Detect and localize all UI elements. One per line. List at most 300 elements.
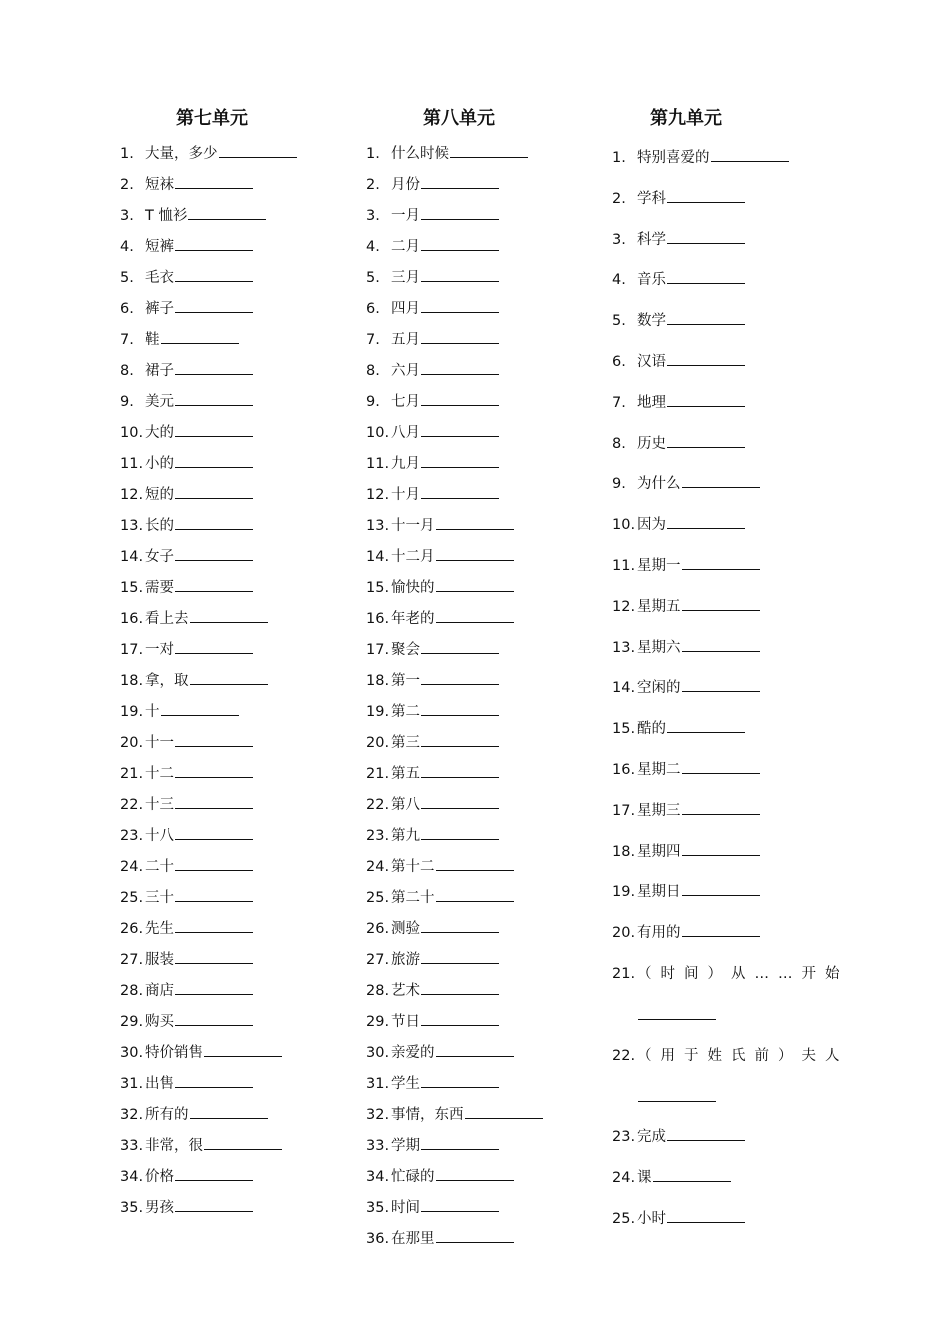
vocab-item <box>120 794 297 825</box>
answer-blank[interactable] <box>421 360 499 375</box>
answer-blank[interactable] <box>175 174 253 189</box>
item-term: 第十二 <box>391 859 435 875</box>
answer-blank[interactable] <box>175 236 253 251</box>
item-number: 31. <box>120 1076 144 1092</box>
item-term: T 恤衫 <box>145 208 188 224</box>
item-number: 21. <box>612 965 636 982</box>
answer-blank[interactable] <box>175 422 253 437</box>
vocab-item <box>120 298 297 329</box>
answer-blank[interactable] <box>175 825 253 840</box>
item-term: 看上去 <box>145 611 189 627</box>
answer-blank[interactable] <box>682 800 760 815</box>
item-number: 34. <box>120 1169 144 1185</box>
unit-9-title: 第九单元 <box>650 108 722 129</box>
item-term: 购买 <box>145 1014 174 1030</box>
answer-blank[interactable] <box>175 453 253 468</box>
item-term: 在那里 <box>391 1231 435 1247</box>
item-number: 2. <box>120 177 134 193</box>
vocab-item <box>612 147 849 188</box>
vocab-item <box>366 732 543 763</box>
item-term: 二十 <box>145 859 174 875</box>
vocab-item <box>366 1166 543 1197</box>
vocab-item <box>120 701 297 732</box>
answer-blank[interactable] <box>667 269 745 284</box>
vocab-item <box>366 236 543 267</box>
item-number: 6. <box>366 301 380 317</box>
vocab-item <box>120 484 297 515</box>
answer-blank[interactable] <box>711 147 789 162</box>
vocab-item <box>120 980 297 1011</box>
item-term: 大的 <box>145 425 174 441</box>
vocab-item <box>120 918 297 949</box>
item-number: 19. <box>612 884 636 901</box>
answer-blank[interactable] <box>421 763 499 778</box>
vocab-item <box>366 980 543 1011</box>
item-number: 8. <box>366 363 380 379</box>
item-term: 一对 <box>145 642 174 658</box>
answer-blank[interactable] <box>175 639 253 654</box>
item-term: 历史 <box>637 435 666 452</box>
vocab-item <box>366 763 543 794</box>
item-number: 16. <box>120 611 144 627</box>
item-term: 十一月 <box>391 518 435 534</box>
item-number: 12. <box>120 487 144 503</box>
item-number: 6. <box>612 353 626 370</box>
answer-blank[interactable] <box>421 484 499 499</box>
item-number: 15. <box>120 580 144 596</box>
answer-blank[interactable] <box>450 143 528 158</box>
answer-blank[interactable] <box>175 360 253 375</box>
item-number: 27. <box>366 952 390 968</box>
answer-blank[interactable] <box>421 980 499 995</box>
answer-blank[interactable] <box>421 298 499 313</box>
answer-blank[interactable] <box>436 856 514 871</box>
vocab-item <box>120 391 297 422</box>
item-term: 地理 <box>637 394 666 411</box>
vocab-item <box>612 514 849 555</box>
vocab-item <box>612 188 849 229</box>
item-term: 第三 <box>391 735 420 751</box>
item-term: 先生 <box>145 921 174 937</box>
item-term: 十月 <box>391 487 420 503</box>
vocab-item <box>366 391 543 422</box>
vocab-item <box>366 360 543 391</box>
vocab-item <box>120 267 297 298</box>
answer-blank[interactable] <box>682 637 760 652</box>
item-number: 26. <box>120 921 144 937</box>
answer-blank[interactable] <box>653 1167 731 1182</box>
item-term: 学科 <box>637 190 666 207</box>
item-number: 7. <box>366 332 380 348</box>
vocab-item <box>120 763 297 794</box>
answer-blank[interactable] <box>175 794 253 809</box>
vocab-item <box>366 484 543 515</box>
answer-blank[interactable] <box>682 677 760 692</box>
item-number: 17. <box>612 802 636 819</box>
vocab-item <box>366 918 543 949</box>
item-term: 第一 <box>391 673 420 689</box>
item-term: 十二月 <box>391 549 435 565</box>
item-term: 裙子 <box>145 363 174 379</box>
item-number: 12. <box>612 598 636 615</box>
unit-9-list <box>612 147 849 1249</box>
item-term: 女子 <box>145 549 174 565</box>
answer-blank[interactable] <box>175 577 253 592</box>
answer-blank[interactable] <box>436 1042 514 1057</box>
answer-blank[interactable] <box>421 1197 499 1212</box>
item-term: 拿，取 <box>145 673 189 689</box>
vocab-item <box>612 269 849 310</box>
vocab-item <box>366 577 543 608</box>
item-number: 21. <box>366 766 390 782</box>
item-number: 15. <box>612 721 636 738</box>
item-number: 1. <box>120 146 134 162</box>
vocab-item <box>612 392 849 433</box>
item-term: 星期日 <box>637 884 681 901</box>
item-number: 25. <box>612 1210 636 1227</box>
answer-blank[interactable] <box>465 1104 543 1119</box>
item-number: 11. <box>366 456 390 472</box>
item-number: 4. <box>366 239 380 255</box>
answer-blank[interactable] <box>421 918 499 933</box>
vocab-item <box>120 360 297 391</box>
item-number: 32. <box>120 1107 144 1123</box>
item-number: 33. <box>120 1138 144 1154</box>
item-term: 小的 <box>145 456 174 472</box>
vocab-item <box>120 546 297 577</box>
unit-8-list <box>366 143 543 1259</box>
vocab-item <box>366 267 543 298</box>
item-number: 18. <box>120 673 144 689</box>
item-term: 四月 <box>391 301 420 317</box>
answer-blank[interactable] <box>436 608 514 623</box>
vocab-item <box>612 1045 849 1127</box>
item-number: 9. <box>612 476 626 493</box>
item-number: 22. <box>612 1047 636 1064</box>
vocab-item <box>366 825 543 856</box>
answer-blank[interactable] <box>421 422 499 437</box>
item-number: 2. <box>612 190 626 207</box>
answer-blank[interactable] <box>175 546 253 561</box>
vocab-item <box>120 1042 297 1073</box>
answer-blank[interactable] <box>161 701 239 716</box>
answer-blank[interactable] <box>175 980 253 995</box>
answer-blank[interactable] <box>682 596 760 611</box>
item-number: 5. <box>612 313 626 330</box>
item-term: 十 <box>145 704 160 720</box>
answer-blank[interactable] <box>667 310 745 325</box>
item-number: 33. <box>366 1138 390 1154</box>
answer-blank[interactable] <box>667 188 745 203</box>
item-term: 十八 <box>145 828 174 844</box>
vocab-item <box>366 856 543 887</box>
vocab-item <box>120 1104 297 1135</box>
answer-blank[interactable] <box>421 236 499 251</box>
answer-blank[interactable] <box>638 1005 716 1020</box>
answer-blank[interactable] <box>175 1073 253 1088</box>
item-term: 毛衣 <box>145 270 174 286</box>
answer-blank[interactable] <box>190 670 268 685</box>
item-term: 特价销售 <box>145 1045 203 1061</box>
answer-blank[interactable] <box>175 267 253 282</box>
answer-blank[interactable] <box>421 639 499 654</box>
vocab-item <box>366 143 543 174</box>
vocab-item <box>366 515 543 546</box>
answer-blank[interactable] <box>421 825 499 840</box>
answer-blank[interactable] <box>436 887 514 902</box>
item-number: 7. <box>120 332 134 348</box>
item-term: 星期六 <box>637 639 681 656</box>
vocab-item <box>612 310 849 351</box>
vocab-item <box>612 229 849 270</box>
unit-7-list <box>120 143 297 1228</box>
item-term: 学生 <box>391 1076 420 1092</box>
item-term: 旅游 <box>391 952 420 968</box>
answer-blank[interactable] <box>667 1208 745 1223</box>
answer-blank[interactable] <box>421 949 499 964</box>
vocab-item <box>366 546 543 577</box>
item-number: 24. <box>366 859 390 875</box>
item-term: 十三 <box>145 797 174 813</box>
vocab-item <box>366 205 543 236</box>
answer-blank[interactable] <box>682 473 760 488</box>
item-number: 29. <box>120 1014 144 1030</box>
item-term: 商店 <box>145 983 174 999</box>
vocab-item <box>120 732 297 763</box>
vocab-item <box>612 963 849 1045</box>
vocab-item <box>366 1104 543 1135</box>
answer-blank[interactable] <box>421 732 499 747</box>
vocab-item <box>366 1135 543 1166</box>
answer-blank[interactable] <box>682 881 760 896</box>
answer-blank[interactable] <box>421 391 499 406</box>
vocab-item <box>366 639 543 670</box>
vocab-item <box>612 881 849 922</box>
item-term: 十二 <box>145 766 174 782</box>
vocab-item <box>120 422 297 453</box>
item-number: 35. <box>120 1200 144 1216</box>
vocab-item <box>120 329 297 360</box>
item-term: 第二 <box>391 704 420 720</box>
item-number: 4. <box>612 272 626 289</box>
answer-blank[interactable] <box>436 515 514 530</box>
item-number: 22. <box>366 797 390 813</box>
vocab-item <box>366 1042 543 1073</box>
item-term: 十一 <box>145 735 174 751</box>
item-term: 空闲的 <box>637 680 681 697</box>
vocab-item <box>612 1167 849 1208</box>
item-number: 16. <box>366 611 390 627</box>
item-number: 19. <box>120 704 144 720</box>
item-number: 14. <box>612 680 636 697</box>
item-term: （时间）从……开始 <box>637 965 849 982</box>
item-term: 第五 <box>391 766 420 782</box>
item-term: 七月 <box>391 394 420 410</box>
vocab-item <box>366 1011 543 1042</box>
vocab-item <box>366 422 543 453</box>
answer-blank[interactable] <box>421 267 499 282</box>
answer-blank[interactable] <box>667 1126 745 1141</box>
item-term: 星期三 <box>637 802 681 819</box>
item-term: 三十 <box>145 890 174 906</box>
answer-blank[interactable] <box>161 329 239 344</box>
item-number: 3. <box>366 208 380 224</box>
vocab-item <box>612 555 849 596</box>
answer-blank[interactable] <box>175 763 253 778</box>
vocab-item <box>612 841 849 882</box>
item-term: 测验 <box>391 921 420 937</box>
item-term: 一月 <box>391 208 420 224</box>
item-term: 亲爱的 <box>391 1045 435 1061</box>
item-term: 因为 <box>637 517 666 534</box>
item-number: 8. <box>120 363 134 379</box>
answer-blank[interactable] <box>175 856 253 871</box>
vocab-item <box>612 1208 849 1249</box>
vocab-item <box>366 1228 543 1259</box>
answer-blank[interactable] <box>421 701 499 716</box>
answer-blank[interactable] <box>436 577 514 592</box>
item-number: 1. <box>612 150 626 166</box>
item-number: 1. <box>366 146 380 162</box>
item-term: 年老的 <box>391 611 435 627</box>
item-term: 星期五 <box>637 598 681 615</box>
answer-blank[interactable] <box>421 670 499 685</box>
answer-blank[interactable] <box>219 143 297 158</box>
answer-blank[interactable] <box>175 732 253 747</box>
item-term: 所有的 <box>145 1107 189 1123</box>
item-number: 17. <box>366 642 390 658</box>
vocab-item <box>120 1011 297 1042</box>
answer-blank[interactable] <box>436 1228 514 1243</box>
answer-blank[interactable] <box>175 1011 253 1026</box>
item-term: 音乐 <box>637 272 666 289</box>
item-number: 16. <box>612 761 636 778</box>
item-term: 星期一 <box>637 557 681 574</box>
item-number: 26. <box>366 921 390 937</box>
item-number: 13. <box>612 639 636 656</box>
vocab-item <box>612 351 849 392</box>
vocab-item <box>120 1166 297 1197</box>
item-number: 3. <box>612 231 626 248</box>
item-term: 价格 <box>145 1169 174 1185</box>
vocab-item <box>366 794 543 825</box>
vocab-item <box>366 298 543 329</box>
answer-blank[interactable] <box>175 1166 253 1181</box>
answer-blank[interactable] <box>188 205 266 220</box>
item-number: 5. <box>120 270 134 286</box>
answer-blank[interactable] <box>421 453 499 468</box>
item-term: 美元 <box>145 394 174 410</box>
answer-blank[interactable] <box>175 484 253 499</box>
vocab-item <box>366 608 543 639</box>
vocab-item <box>120 1073 297 1104</box>
answer-blank[interactable] <box>421 205 499 220</box>
answer-blank[interactable] <box>436 1166 514 1181</box>
answer-blank[interactable] <box>175 918 253 933</box>
vocab-item <box>120 1197 297 1228</box>
item-term: 出售 <box>145 1076 174 1092</box>
answer-blank[interactable] <box>667 718 745 733</box>
vocab-item <box>120 143 297 174</box>
answer-blank[interactable] <box>682 759 760 774</box>
item-term: 聚会 <box>391 642 420 658</box>
answer-blank[interactable] <box>421 1073 499 1088</box>
answer-blank[interactable] <box>421 1011 499 1026</box>
answer-blank[interactable] <box>421 174 499 189</box>
item-term: 短裤 <box>145 239 174 255</box>
item-number: 2. <box>366 177 380 193</box>
item-term: （用于姓氏前）夫人 <box>637 1047 849 1064</box>
answer-blank[interactable] <box>421 329 499 344</box>
answer-blank[interactable] <box>175 887 253 902</box>
answer-blank[interactable] <box>175 391 253 406</box>
answer-blank[interactable] <box>436 546 514 561</box>
vocab-item <box>612 718 849 759</box>
item-number: 20. <box>120 735 144 751</box>
answer-blank[interactable] <box>667 514 745 529</box>
vocab-item <box>366 174 543 205</box>
item-number: 9. <box>366 394 380 410</box>
item-number: 13. <box>120 518 144 534</box>
answer-blank[interactable] <box>190 1104 268 1119</box>
item-term: 时间 <box>391 1200 420 1216</box>
answer-blank[interactable] <box>175 298 253 313</box>
item-number: 18. <box>612 843 636 860</box>
item-term: 八月 <box>391 425 420 441</box>
item-number: 29. <box>366 1014 390 1030</box>
item-term: 什么时候 <box>391 146 449 162</box>
answer-blank[interactable] <box>638 1087 716 1102</box>
item-number: 12. <box>366 487 390 503</box>
vocab-item <box>120 670 297 701</box>
item-number: 34. <box>366 1169 390 1185</box>
answer-blank[interactable] <box>204 1135 282 1150</box>
item-number: 10. <box>120 425 144 441</box>
answer-blank[interactable] <box>667 229 745 244</box>
item-number: 4. <box>120 239 134 255</box>
unit-7-title: 第七单元 <box>176 108 248 129</box>
answer-blank[interactable] <box>682 555 760 570</box>
item-term: 事情，东西 <box>391 1107 464 1123</box>
answer-blank[interactable] <box>421 1135 499 1150</box>
item-number: 10. <box>366 425 390 441</box>
answer-blank[interactable] <box>204 1042 282 1057</box>
answer-blank[interactable] <box>667 433 745 448</box>
item-term: 酷的 <box>637 721 666 738</box>
item-number: 17. <box>120 642 144 658</box>
answer-blank[interactable] <box>682 841 760 856</box>
answer-blank[interactable] <box>190 608 268 623</box>
answer-blank[interactable] <box>667 351 745 366</box>
answer-blank[interactable] <box>175 1197 253 1212</box>
answer-blank[interactable] <box>175 949 253 964</box>
item-term: 长的 <box>145 518 174 534</box>
item-number: 24. <box>612 1169 636 1186</box>
answer-blank[interactable] <box>682 922 760 937</box>
item-number: 25. <box>366 890 390 906</box>
item-number: 7. <box>612 394 626 411</box>
item-number: 27. <box>120 952 144 968</box>
item-term: 需要 <box>145 580 174 596</box>
answer-blank[interactable] <box>421 794 499 809</box>
item-term: 短袜 <box>145 177 174 193</box>
unit-8-title: 第八单元 <box>423 108 495 129</box>
item-term: 第二十 <box>391 890 435 906</box>
answer-blank[interactable] <box>175 515 253 530</box>
answer-blank[interactable] <box>667 392 745 407</box>
item-term: 九月 <box>391 456 420 472</box>
vocab-item <box>120 515 297 546</box>
